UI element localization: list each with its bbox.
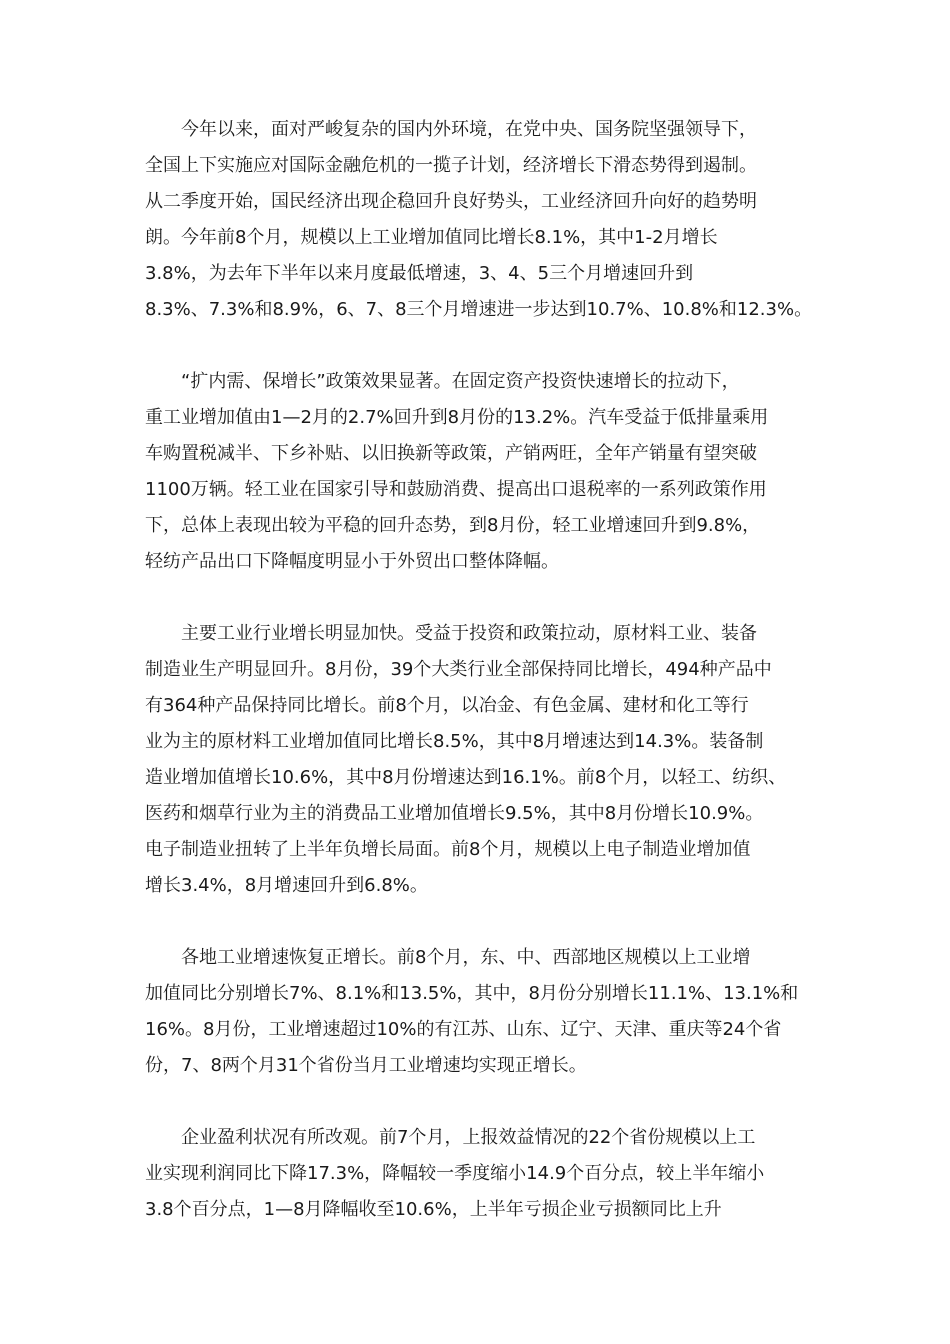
- paragraph-line: 业实现利润同比下降17.3%，降幅较一季度缩小14.9个百分点，较上半年缩小: [145, 1163, 765, 1184]
- paragraph-line: 加值同比分别增长7%、8.1%和13.5%，其中，8月份分别增长11.1%、13.1%和: [145, 983, 799, 1004]
- paragraph-line: 今年以来，面对严峻复杂的国内外环境，在党中央、国务院坚强领导下，: [181, 119, 757, 140]
- document-body: [145, 112, 813, 1264]
- paragraph-5: [145, 1120, 805, 1228]
- paragraph-line: 各地工业增速恢复正增长。前8个月，东、中、西部地区规模以上工业增: [181, 947, 751, 968]
- paragraph-3: [145, 616, 805, 904]
- paragraph-line: 车购置税减半、下乡补贴、以旧换新等政策，产销两旺，全年产销量有望突破: [145, 443, 757, 464]
- paragraph-line: 下，总体上表现出较为平稳的回升态势，到8月份，轻工业增速回升到9.8%，: [145, 515, 761, 536]
- paragraph-1: [145, 112, 813, 328]
- paragraph-line: 8.3%、7.3%和8.9%，6、7、8三个月增速进一步达到10.7%、10.8%和12.3%。: [145, 299, 813, 320]
- paragraph-4: [145, 940, 805, 1084]
- paragraph-line: 业为主的原材料工业增加值同比增长8.5%，其中8月增速达到14.3%。装备制: [145, 731, 764, 752]
- paragraph-line: 全国上下实施应对国际金融危机的一揽子计划，经济增长下滑态势得到遏制。: [145, 155, 757, 176]
- paragraph-line: 企业盈利状况有所改观。前7个月，上报效益情况的22个省份规模以上工: [181, 1127, 756, 1148]
- paragraph-line: 16%。8月份，工业增速超过10%的有江苏、山东、辽宁、天津、重庆等24个省: [145, 1019, 782, 1040]
- paragraph-line: 1100万辆。轻工业在国家引导和鼓励消费、提高出口退税率的一系列政策作用: [145, 479, 767, 500]
- paragraph-line: 3.8%，为去年下半年以来月度最低增速，3、4、5三个月增速回升到: [145, 263, 694, 284]
- paragraph-line: 重工业增加值由1—2月的2.7%回升到8月份的13.2%。汽车受益于低排量乘用: [145, 407, 769, 428]
- paragraph-line: 份，7、8两个月31个省份当月工业增速均实现正增长。: [145, 1055, 587, 1076]
- paragraph-line: 有364种产品保持同比增长。前8个月，以冶金、有色金属、建材和化工等行: [145, 695, 749, 716]
- paragraph-line: 朗。今年前8个月，规模以上工业增加值同比增长8.1%，其中1-2月增长: [145, 227, 718, 248]
- paragraph-line: 医药和烟草行业为主的消费品工业增加值增长9.5%，其中8月份增长10.9%。: [145, 803, 764, 824]
- paragraph-line: 造业增加值增长10.6%，其中8月份增速达到16.1%。前8个月，以轻工、纺织、: [145, 767, 787, 788]
- paragraph-line: 主要工业行业增长明显加快。受益于投资和政策拉动，原材料工业、装备: [181, 623, 757, 644]
- paragraph-line: 增长3.4%，8月增速回升到6.8%。: [145, 875, 428, 896]
- paragraph-line: 电子制造业扭转了上半年负增长局面。前8个月，规模以上电子制造业增加值: [145, 839, 751, 860]
- paragraph-line: 制造业生产明显回升。8月份，39个大类行业全部保持同比增长，494种产品中: [145, 659, 772, 680]
- paragraph-line: 3.8个百分点，1—8月降幅收至10.6%，上半年亏损企业亏损额同比上升: [145, 1199, 722, 1220]
- paragraph-line: “扩内需、保增长”政策效果显著。在固定资产投资快速增长的拉动下，: [181, 371, 740, 392]
- paragraph-line: 从二季度开始，国民经济出现企稳回升良好势头，工业经济回升向好的趋势明: [145, 191, 757, 212]
- paragraph-line: 轻纺产品出口下降幅度明显小于外贸出口整体降幅。: [145, 551, 559, 572]
- paragraph-2: [145, 364, 805, 580]
